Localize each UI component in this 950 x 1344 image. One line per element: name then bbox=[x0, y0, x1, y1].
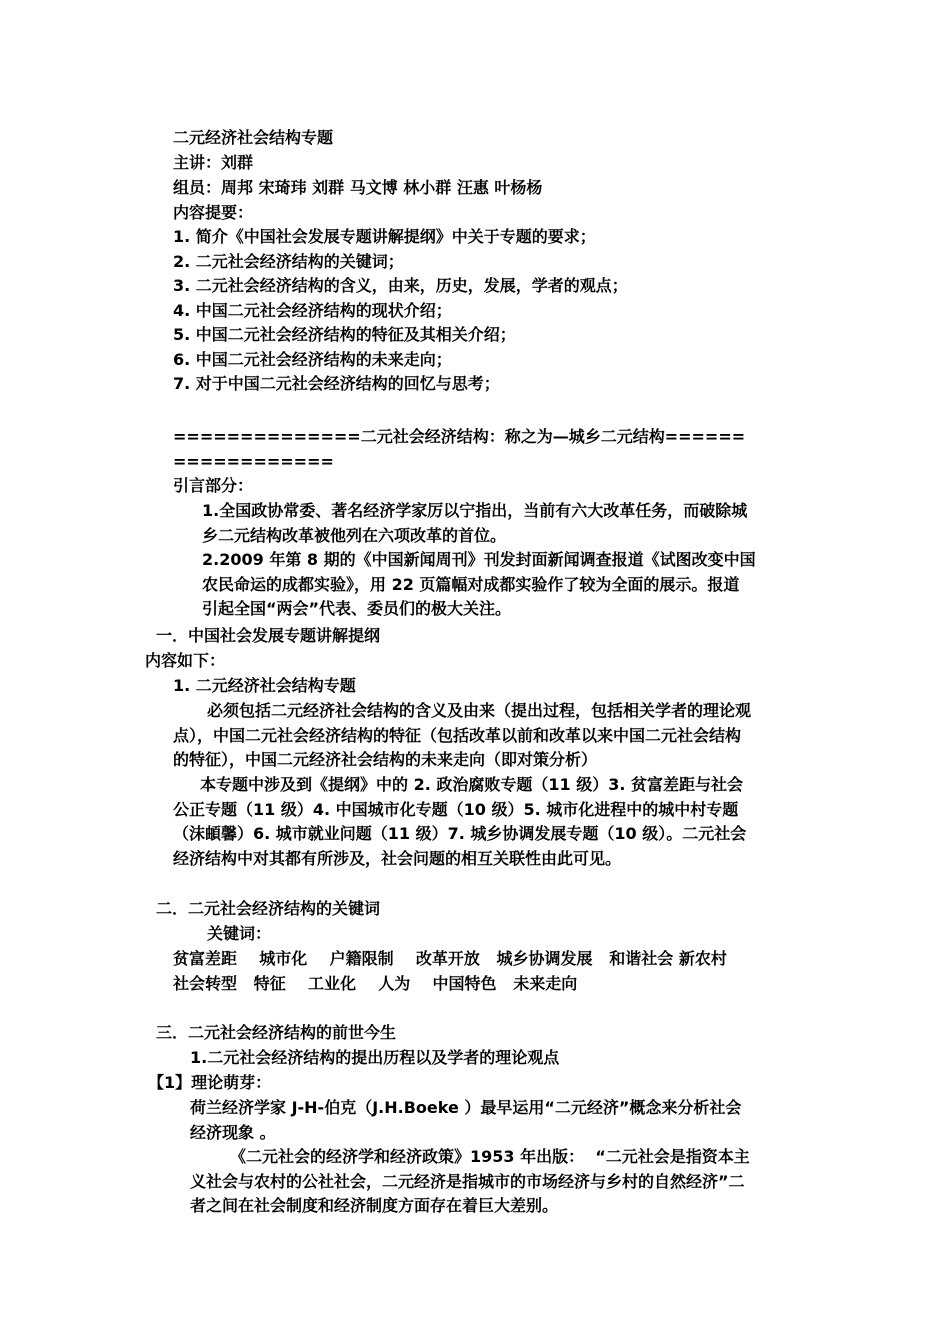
paragraph-line: 必须包括二元经济社会结构的含义及由来（提出过程，包括相关学者的理论观 bbox=[207, 701, 752, 720]
paragraph-line: 引起全国“两会”代表、委员们的极大关注。 bbox=[202, 599, 512, 618]
paragraph-line: （沫頔馨）6. 城市就业问题（11 级）7. 城乡协调发展专题（10 级）。二元社会 bbox=[173, 824, 747, 843]
outline-item: 5. 中国二元社会经济结构的特征及其相关介绍； bbox=[173, 325, 516, 344]
outline-item: 7. 对于中国二元社会经济结构的回忆与思考； bbox=[173, 374, 500, 393]
intro-paragraph-1 bbox=[202, 499, 747, 548]
section-2-heading: 二．二元社会经济结构的关键词 bbox=[156, 899, 381, 918]
theory-label: 【1】理论萌芽： bbox=[148, 1073, 272, 1092]
section-3-subheading: 1.二元社会经济结构的提出历程以及学者的理论观点 bbox=[190, 1048, 560, 1067]
document-title: 二元经济社会结构专题 bbox=[173, 128, 334, 147]
outline-item: 1. 简介《中国社会发展专题讲解提纲》中关于专题的要求； bbox=[173, 227, 596, 246]
keywords-label: 关键词： bbox=[207, 924, 272, 943]
paragraph-line: 《二元社会的经济学和经济政策》1953 年出版： “二元社会是指资本主 bbox=[230, 1147, 750, 1166]
section-1-paragraph-2 bbox=[173, 773, 746, 871]
paragraph-line: 本专题中涉及到《提纲》中的 2. 政治腐败专题（11 级）3. 贫富差距与社会 bbox=[200, 775, 743, 794]
intro-label: 引言部分： bbox=[173, 476, 254, 495]
section-1-item-title: 1. 二元经济社会结构专题 bbox=[173, 676, 356, 695]
paragraph-line: 义社会与农村的公社社会，二元经济是指城市的市场经济与乡村的自然经济”二 bbox=[190, 1171, 745, 1191]
intro-paragraph-2 bbox=[202, 548, 756, 622]
paragraph-line: 经济结构中对其都有所涉及，社会问题的相互关联性由此可见。 bbox=[173, 848, 622, 868]
keywords-row-1: 贫富差距 城市化 户籍限制 改革开放 城乡协调发展 和谐社会 新农村 bbox=[173, 949, 727, 968]
section-3-paragraph-1 bbox=[190, 1096, 741, 1145]
outline-item: 3. 二元社会经济结构的含义，由来，历史，发展，学者的观点； bbox=[173, 276, 628, 295]
section-3-paragraph-2 bbox=[190, 1145, 750, 1219]
section-banner bbox=[173, 425, 745, 474]
paragraph-line: 乡二元结构改革被他列在六项改革的首位。 bbox=[202, 525, 507, 545]
outline-item: 4. 中国二元社会经济结构的现状介绍； bbox=[173, 300, 452, 320]
keywords-row-2: 社会转型 特征 工业化 人为 中国特色 未来走向 bbox=[173, 974, 578, 993]
paragraph-line: 农民命运的成都实验》，用 22 页篇幅对成都实验作了较为全面的展示。报道 bbox=[202, 574, 740, 594]
speaker-line: 主讲：刘群 bbox=[173, 153, 254, 172]
banner-line: ==============二元社会经济结构：称之为—城乡二元结构====== bbox=[173, 427, 746, 446]
members-line: 组员：周邦 宋琦玮 刘群 马文博 林小群 汪惠 叶杨杨 bbox=[173, 178, 543, 197]
banner-line: ============ bbox=[173, 451, 334, 471]
paragraph-line: 点），中国二元社会经济结构的特征（包括改革以前和改革以来中国二元社会结构 bbox=[173, 725, 742, 745]
outline-label: 内容提要： bbox=[173, 203, 254, 222]
paragraph-line: 2.2009 年第 8 期的《中国新闻周刊》刊发封面新闻调查报道《试图改变中国 bbox=[202, 550, 756, 569]
section-1-paragraph-1 bbox=[173, 699, 751, 773]
section-1-heading: 一．中国社会发展专题讲解提纲 bbox=[156, 626, 381, 645]
paragraph-line: 荷兰经济学家 J-H-伯克（J.H.Boeke ）最早运用“二元经济”概念来分析社会 bbox=[190, 1098, 742, 1117]
content-label: 内容如下： bbox=[145, 651, 226, 670]
outline-item: 2. 二元社会经济结构的关键词； bbox=[173, 251, 404, 271]
paragraph-line: 经济现象 。 bbox=[190, 1122, 276, 1142]
section-3-heading: 三．二元社会经济结构的前世今生 bbox=[156, 1023, 397, 1042]
outline-list bbox=[173, 225, 628, 397]
outline-item: 6. 中国二元社会经济结构的未来走向； bbox=[173, 349, 452, 369]
paragraph-line: 1.全国政协常委、著名经济学家厉以宁指出，当前有六大改革任务，而破除城 bbox=[202, 501, 748, 520]
paragraph-line: 公正专题（11 级）4. 中国城市化专题（10 级）5. 城市化进程中的城中村专题 bbox=[173, 799, 739, 819]
paragraph-line: 的特征），中国二元经济社会结构的未来走向（即对策分析） bbox=[173, 750, 598, 769]
paragraph-line: 者之间在社会制度和经济制度方面存在着巨大差别。 bbox=[190, 1196, 559, 1215]
